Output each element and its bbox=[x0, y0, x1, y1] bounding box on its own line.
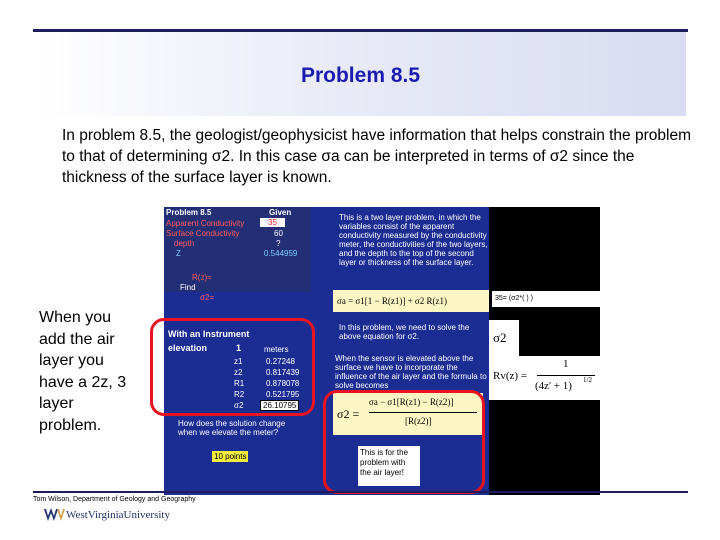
title-banner bbox=[35, 32, 686, 116]
table-label: z1 bbox=[234, 357, 243, 366]
side-note: When you add the air layer you have a 2z, 3 layer problem. bbox=[39, 309, 127, 434]
formula-panel bbox=[489, 207, 600, 495]
panel-solve-note: In this problem, we need to solve the above equation for σ2. bbox=[339, 323, 470, 341]
meters-label: meters bbox=[264, 345, 289, 354]
sheet-given-label: Given bbox=[269, 208, 292, 217]
wvu-flying-wv-icon bbox=[44, 508, 66, 522]
wvu-logo bbox=[44, 507, 170, 523]
sheet-row-label: Surface Conductivity bbox=[166, 229, 240, 238]
table-value: 0.27248 bbox=[266, 357, 295, 366]
instrument-title: With an Instrument bbox=[168, 329, 250, 339]
eq2-lhs: σ2 = bbox=[337, 407, 360, 421]
sheet-question: How does the solution change when we elevate the meter? bbox=[178, 419, 286, 437]
rv-lhs: Rv(z) = bbox=[493, 370, 527, 382]
table-value: 0.817439 bbox=[266, 368, 300, 377]
table-value: 0.521795 bbox=[266, 390, 300, 399]
sheet-row-label: Z bbox=[176, 249, 181, 258]
eq2-denominator: [R(z2)] bbox=[405, 416, 432, 426]
sheet-row-label: depth bbox=[174, 239, 195, 248]
rv-numerator: 1 bbox=[563, 358, 569, 370]
footer-rule bbox=[33, 491, 688, 493]
eq2-numerator: σa − σ1[R(z1) − R(z2)] bbox=[369, 397, 454, 407]
sheet-row-value: 60 bbox=[274, 229, 283, 238]
rv-equation bbox=[489, 356, 600, 400]
sheet-row-label: Apparent Conductivity bbox=[166, 219, 245, 228]
table-label: z2 bbox=[234, 368, 243, 377]
table-label: R1 bbox=[234, 379, 245, 388]
table-value: 0.878078 bbox=[266, 379, 300, 388]
wvu-logo-text: WestVirginiaUniversity bbox=[66, 509, 170, 521]
slide-title: Problem 8.5 bbox=[300, 64, 421, 87]
elevation-label: elevation bbox=[168, 343, 208, 353]
rv-exponent: 1/2 bbox=[583, 376, 592, 384]
panel-elevated-note: When the sensor is elevated above the surface we have to incorporate the influence of the air layer and the formula to solve becomes bbox=[335, 354, 487, 390]
sheet-row-value: 0.544959 bbox=[264, 249, 298, 258]
formula-row: 35= (σ2*( ) ) bbox=[492, 291, 600, 307]
sheet-title: Problem 8.5 bbox=[166, 208, 212, 217]
panel-description: This is a two layer problem, in which the variables consist of the apparent conductivity measured by the conductivity meter, the conductivities of the two layers, and the depth to the top of the second layer or thickness of the surface layer. bbox=[339, 213, 488, 267]
points-cell: 10 points bbox=[214, 452, 247, 461]
sheet-find-label: Find bbox=[180, 283, 196, 292]
rv-denominator: (4z' + 1) bbox=[535, 380, 572, 392]
elevation-value: 1 bbox=[236, 343, 242, 353]
sheet-row-value: ? bbox=[276, 239, 281, 248]
table-value: 26.10795 bbox=[260, 400, 299, 411]
sheet-row-value: 35 bbox=[260, 218, 285, 227]
highlight-air-layer-equation bbox=[323, 390, 485, 494]
sigma2-symbol: σ2 bbox=[489, 320, 519, 356]
sheet-sigma2-label: σ2= bbox=[200, 293, 215, 302]
sheet-rz-label: R(z)= bbox=[192, 273, 212, 282]
table-label: R2 bbox=[234, 390, 245, 399]
air-layer-note: This is for the problem with the air layer! bbox=[358, 446, 420, 486]
highlight-instrument-table bbox=[150, 318, 315, 416]
intro-paragraph: In problem 8.5, the geologist/geophysicist have information that helps constrain the problem to that of determining σ2. In this case σa can be interpreted in terms of σ2 since the thickness of the surface layer is known. bbox=[62, 127, 691, 186]
footer-credit: Tom Wilson, Department of Geology and Geography bbox=[33, 496, 196, 503]
equation-two-layer: σa = σ1[1 − R(z1)] + σ2 R(z1) bbox=[333, 290, 497, 312]
table-label: σ2 bbox=[234, 401, 244, 410]
